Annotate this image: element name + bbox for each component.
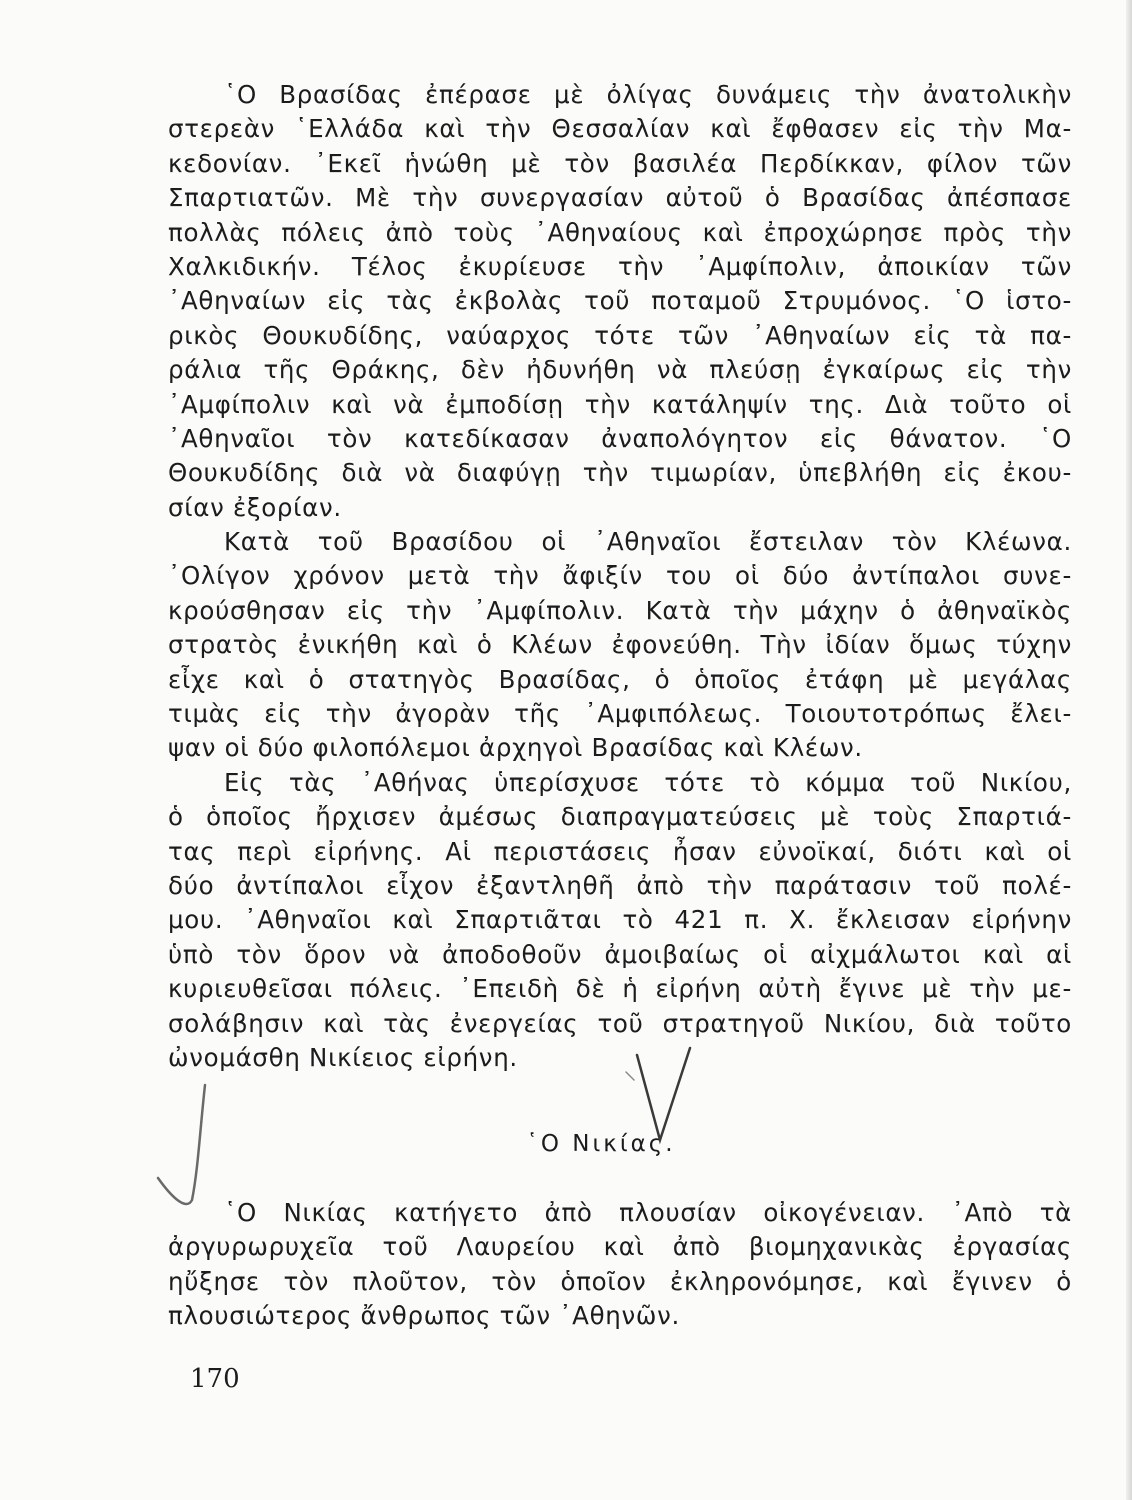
main-text [168, 78, 1072, 1075]
text-line: ηὔξησε τὸν πλοῦτον, τὸν ὁποῖον ἐκληρονόμησε, καὶ ἔγινεν ὁ [168, 1266, 1072, 1296]
text-line: Χαλκιδικήν. Τέλος ἐκυρίευσε τὴν ᾿Αμφίπολιν, ἀποικίαν τῶν [168, 251, 1072, 281]
paragraph-1 [168, 78, 1072, 525]
page-edge [1126, 0, 1132, 1500]
text-line: ἀργυρωρυχεῖα τοῦ Λαυρείου καὶ ἀπὸ βιομηχανικὰς ἐργασίας [168, 1232, 1072, 1262]
text-line: στρατὸς ἐνικήθη καὶ ὁ Κλέων ἐφονεύθη. Τὴν ἰδίαν ὅμως τύχην [168, 630, 1072, 660]
text-line: Σπαρτιατῶν. Μὲ τὴν συνεργασίαν αὐτοῦ ὁ Βρασίδας ἀπέσπασε [168, 183, 1072, 213]
text-line: τας περὶ εἰρήνης. Αἱ περιστάσεις ἦσαν εὐνοϊκαί, διότι καὶ οἱ [168, 836, 1072, 866]
text-line: εἶχε καὶ ὁ στατηγὸς Βρασίδας, ὁ ὁποῖος ἐτάφη μὲ μεγάλας [168, 664, 1072, 694]
paragraph-2 [168, 525, 1072, 766]
paragraph-3 [168, 766, 1072, 1076]
text-line: πολλὰς πόλεις ἀπὸ τοὺς ᾿Αθηναίους καὶ ἐπροχώρησε πρὸς τὴν [168, 217, 1072, 247]
text-line: πλουσιώτερος ἄνθρωπος τῶν ᾿Αθηνῶν. [168, 1301, 680, 1331]
text-line: ῾Ο Νικίας κατήγετο ἀπὸ πλουσίαν οἰκογένειαν. ᾿Απὸ τὰ [224, 1198, 1072, 1227]
page-number: 170 [190, 1364, 240, 1394]
text-line: σολάβησιν καὶ τὰς ἐνεργείας τοῦ στρατηγοῦ Νικίου, διὰ τοῦτο [168, 1008, 1072, 1038]
text-line: ὑπὸ τὸν ὅρον νὰ ἀποδοθοῦν ἀμοιβαίως οἱ αἰχμάλωτοι καὶ αἱ [168, 939, 1072, 969]
text-line: ῾Ο Βρασίδας ἐπέρασε μὲ ὀλίγας δυνάμεις τὴν ἀνατολικὴν [224, 80, 1072, 109]
section-heading: ῾Ο Νικίας. [526, 1131, 676, 1157]
text-line: ράλια τῆς Θράκης, δὲν ἠδυνήθη νὰ πλεύσῃ ἐγκαίρως εἰς τὴν [168, 355, 1072, 385]
text-line: ὠνομάσθη Νικίειος εἰρήνη. [168, 1042, 518, 1072]
section-2-text [168, 1196, 1072, 1334]
text-line: ὁ ὁποῖος ἤρχισεν ἀμέσως διαπραγματεύσεις μὲ τοὺς Σπαρτιά- [168, 802, 1072, 832]
text-line: Εἰς τὰς ᾿Αθήνας ὑπερίσχυσε τότε τὸ κόμμα τοῦ Νικίου, [224, 767, 1072, 797]
text-line: ᾿Αμφίπολιν καὶ νὰ ἐμποδίσῃ τὴν κατάληψίν της. Διὰ τοῦτο οἱ [168, 389, 1072, 419]
text-line: σίαν ἐξορίαν. [168, 492, 342, 522]
text-line: ᾿Αθηναῖοι τὸν κατεδίκασαν ἀναπολόγητον εἰς θάνατον. ῾Ο [168, 423, 1072, 453]
text-line: δύο ἀντίπαλοι εἶχον ἐξαντληθῆ ἀπὸ τὴν παράτασιν τοῦ πολέ- [168, 870, 1072, 900]
text-line: μου. ᾿Αθηναῖοι καὶ Σπαρτιᾶται τὸ 421 π. Χ. ἔκλεισαν εἰρήνην [168, 905, 1072, 935]
text-line: τιμὰς εἰς τὴν ἀγορὰν τῆς ᾿Αμφιπόλεως. Τοιουτοτρόπως ἔλει- [168, 699, 1072, 729]
text-line: κρούσθησαν εἰς τὴν ᾿Αμφίπολιν. Κατὰ τὴν μάχην ὁ ἀθηναϊκὸς [168, 595, 1072, 625]
text-line: ρικὸς Θουκυδίδης, ναύαρχος τότε τῶν ᾿Αθηναίων εἰς τὰ πα- [168, 320, 1072, 350]
text-line: Θουκυδίδης διὰ νὰ διαφύγῃ τὴν τιμωρίαν, ὑπεβλήθη εἰς ἐκου- [168, 458, 1072, 488]
text-line: κυριευθεῖσαι πόλεις. ᾿Επειδὴ δὲ ἡ εἰρήνη αὐτὴ ἔγινε μὲ τὴν με- [168, 974, 1072, 1004]
text-line: ψαν οἱ δύο φιλοπόλεμοι ἀρχηγοὶ Βρασίδας καὶ Κλέων. [168, 733, 863, 763]
text-line: ᾿Ολίγον χρόνον μετὰ τὴν ἄφιξίν του οἱ δύο ἀντίπαλοι συνε- [168, 561, 1072, 591]
text-line: στερεὰν ῾Ελλάδα καὶ τὴν Θεσσαλίαν καὶ ἔφθασεν εἰς τὴν Μα- [168, 114, 1072, 144]
text-line: κεδονίαν. ᾿Εκεῖ ἡνώθη μὲ τὸν βασιλέα Περδίκκαν, φίλον τῶν [168, 148, 1072, 178]
text-line: Κατὰ τοῦ Βρασίδου οἱ ᾿Αθηναῖοι ἔστειλαν τὸν Κλέωνα. [224, 527, 1072, 557]
text-line: ᾿Αθηναίων εἰς τὰς ἐκβολὰς τοῦ ποταμοῦ Στρυμόνος. ῾Ο ἱστο- [168, 286, 1072, 316]
